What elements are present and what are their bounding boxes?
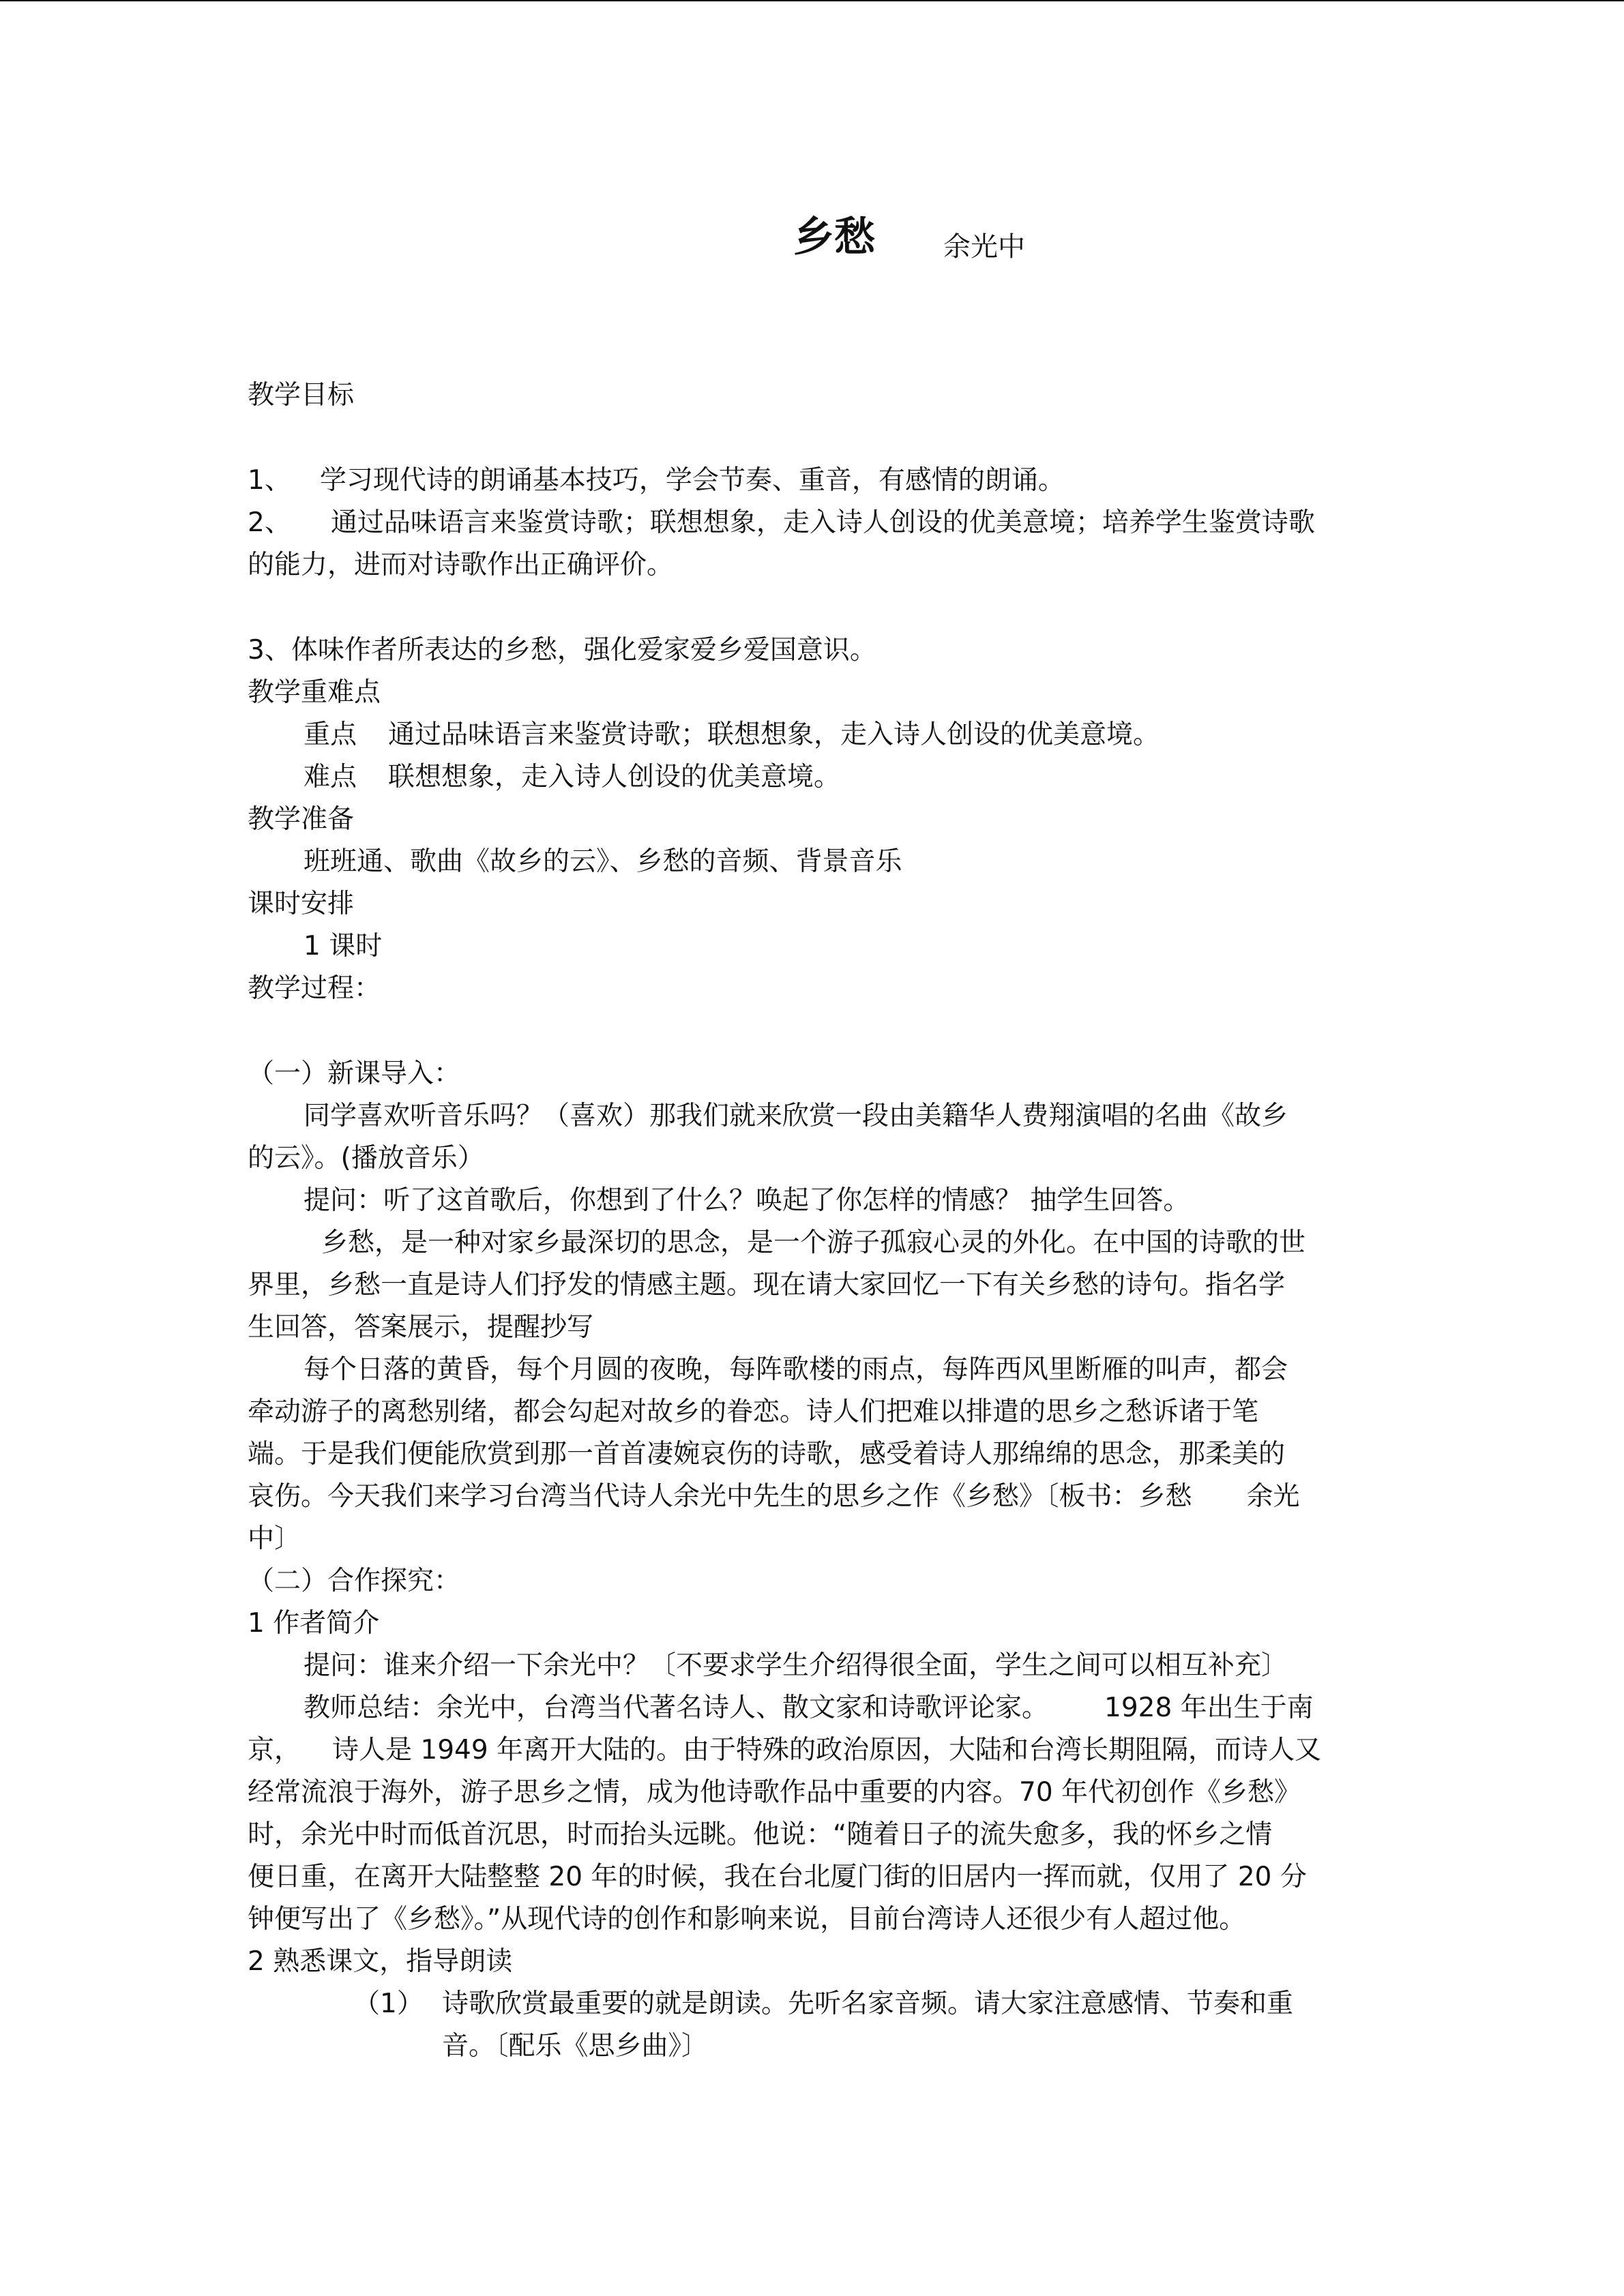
item-1-number: （1） [353,1988,424,2019]
focus-key [304,713,1160,751]
schedule-heading: 课时安排 [248,889,355,919]
paragraph-4-line-2: 牵动游子的离愁别绪，都会勾起对故乡的眷恋。诗人们把难以排遣的思乡之愁诉诸于笔 [248,1397,1259,1427]
paragraph-6-line-5: 便日重，在离开大陆整整 20 年的时候，我在台北厦门街的旧居内一挥而就，仅用了 20 分 [248,1862,1307,1892]
paragraph-6-line-2-head: 京， [248,1735,301,1765]
section-2-heading: （二）合作探究： [248,1566,461,1596]
paragraph-5: 提问：谁来介绍一下余光中？〔不要求学生介绍得很全面，学生之间可以相互补充〕 [304,1650,1288,1681]
author-name: 余光中 [943,231,1025,263]
paragraph-4-line-3: 端。于是我们便能欣赏到那一首首凄婉哀伤的诗歌，感受着诗人那绵绵的思念，那柔美的 [248,1439,1286,1470]
paragraph-4-line-1: 每个日落的黄昏，每个月圆的夜晚，每阵歌楼的雨点，每阵西风里断雁的叫声，都会 [304,1354,1288,1385]
paragraph-6-line-1-tail: 1928 年出生于南 [1104,1693,1314,1723]
goal-1-text: 学习现代诗的朗诵基本技巧，学会节奏、重音，有感情的朗诵。 [319,465,1065,496]
paragraph-3-line-1: 乡愁，是一种对家乡最深切的思念，是一个游子孤寂心灵的外化。在中国的诗歌的世 [321,1227,1306,1258]
paragraph-4-line-4-tail: 余光 [1246,1481,1300,1512]
paragraph-6-line-2-text: 诗人是 1949 年离开大陆的。由于特殊的政治原因，大陆和台湾长期阻隔，而诗人又 [332,1735,1322,1765]
goal-1 [248,459,1065,497]
item-1-line-2: 音。〔配乐《思乡曲》〕 [442,2031,709,2061]
focus-key-text: 通过品味语言来鉴赏诗歌；联想想象，走入诗人创设的优美意境。 [388,719,1160,750]
goal-3: 3、体味作者所表达的乡愁，强化爱家爱乡爱国意识。 [248,635,876,666]
paragraph-6-line-2 [248,1729,1321,1767]
paragraph-4-line-5: 中〕 [248,1523,301,1554]
paragraph-3-line-2: 界里，乡愁一直是诗人们抒发的情感主题。现在请大家回忆一下有关乡愁的诗句。指名学 [248,1270,1286,1300]
prep-text: 班班通、歌曲《故乡的云》、乡愁的音频、背景音乐 [304,846,902,877]
focus-hard [304,756,840,794]
paragraph-1-line-2: 的云》。(播放音乐） [248,1143,484,1174]
paragraph-2: 提问：听了这首歌后，你想到了什么？唤起了你怎样的情感？ 抽学生回答。 [304,1185,1190,1216]
item-1-line-1: 诗歌欣赏最重要的就是朗读。先听名家音频。请大家注意感情、节奏和重 [442,1988,1294,2019]
paragraph-6-line-1 [304,1686,1314,1725]
focus-hard-text: 联想想象，走入诗人创设的优美意境。 [388,762,841,792]
goal-2-number: 2、 [248,507,291,538]
goal-1-number: 1、 [248,465,291,496]
paragraph-4-line-4 [248,1475,1300,1513]
paragraph-3-line-3: 生回答，答案展示，提醒抄写 [248,1312,594,1343]
focus-hard-label: 难点 [304,762,357,792]
paragraph-1-line-1: 同学喜欢听音乐吗？（喜欢）那我们就来欣赏一段由美籍华人费翔演唱的名曲《故乡 [304,1101,1288,1131]
page-title: 乡愁 [793,213,875,261]
paragraph-6-line-1-text: 教师总结：余光中，台湾当代著名诗人、散文家和诗歌评论家。 [304,1693,1049,1723]
schedule-text: 1 课时 [304,931,383,961]
paragraph-4-line-4-text: 哀伤。今天我们来学习台湾当代诗人余光中先生的思乡之作《乡愁》〔板书：乡愁 [248,1481,1192,1512]
subsection-reading: 2 熟悉课文，指导朗读 [248,1946,513,1977]
focus-heading: 教学重难点 [248,677,381,708]
paragraph-6-line-6: 钟便写出了《乡愁》。”从现代诗的创作和影响来说，目前台湾诗人还很少有人超过他。 [248,1904,1246,1935]
goal-2 [248,501,1315,539]
prep-heading: 教学准备 [248,804,355,835]
subsection-author-intro: 1 作者简介 [248,1608,380,1639]
process-heading: 教学过程： [248,973,381,1004]
paragraph-6-line-3: 经常流浪于海外，游子思乡之情，成为他诗歌作品中重要的内容。70 年代初创作《乡愁》 [248,1777,1301,1808]
focus-key-label: 重点 [304,719,357,750]
goals-heading: 教学目标 [248,380,355,411]
goal-2-continued: 的能力，进而对诗歌作出正确评价。 [248,550,674,580]
top-border-line [0,0,1624,1]
paragraph-6-line-4: 时，余光中时而低首沉思，时而抬头远眺。他说：“随着日子的流失愈多，我的怀乡之情 [248,1819,1273,1850]
section-1-heading: （一）新课导入： [248,1058,461,1089]
goal-2-text: 通过品味语言来鉴赏诗歌；联想想象，走入诗人创设的优美意境；培养学生鉴赏诗歌 [330,507,1315,538]
